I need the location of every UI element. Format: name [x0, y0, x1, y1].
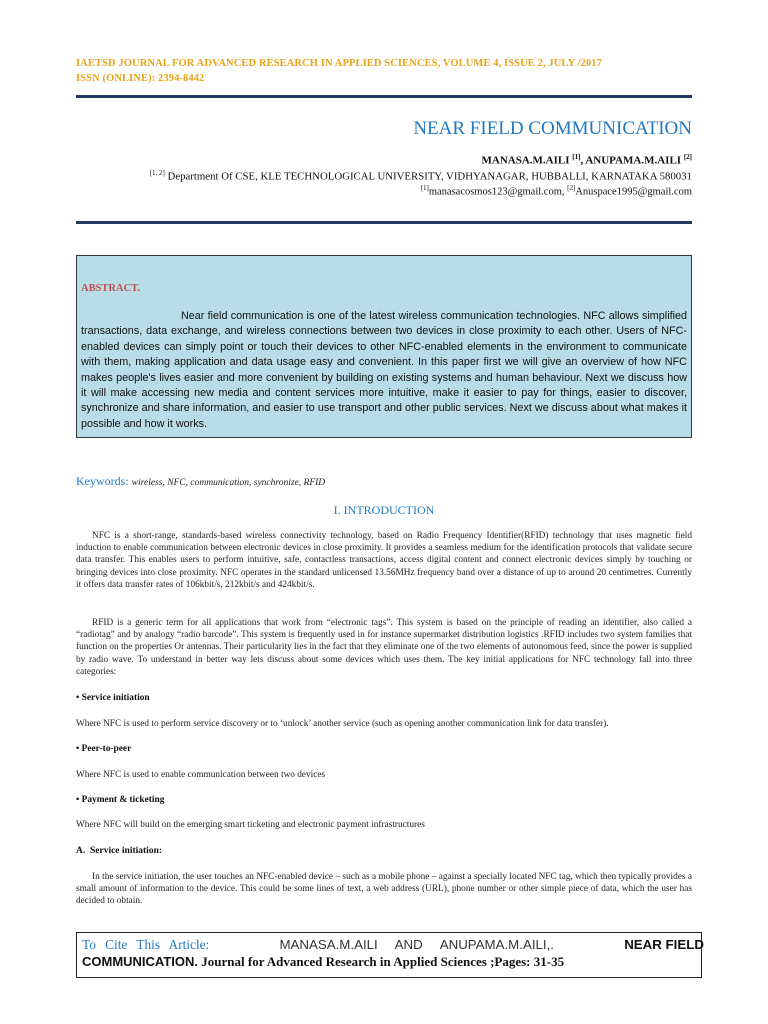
- email-1-mark: [1]: [420, 184, 429, 192]
- author-1: MANASA.M.AILI: [481, 154, 570, 167]
- title-rule: [76, 221, 692, 224]
- citation-label: To Cite This Article:: [82, 937, 210, 952]
- citation-box: [76, 932, 702, 978]
- bullet-payment-ticketing: • Payment & ticketing: [76, 795, 165, 805]
- bullet-peer-to-peer-text: Where NFC is used to enable communication between two devices: [76, 770, 326, 780]
- author-line: [0, 153, 692, 167]
- email-1: manasacosmos123@gmail.com,: [428, 186, 568, 198]
- citation-journal: Journal for Advanced Research in Applied Sciences ;Pages: 31-35: [201, 954, 565, 969]
- subsection-a-text: In the service initiation, the user touches an NFC-enabled device – such as a mobile phone – against a specially located NFC tag, which then typically provides a small amount of information to the device. This could be some lines of text, a web address (URL), phone number or other simple piece of data, which the user has decided to obtain.: [76, 872, 692, 907]
- citation-line-1: [82, 937, 704, 953]
- keywords-label: Keywords:: [76, 474, 129, 488]
- citation-title-part-2: COMMUNICATION.: [82, 954, 199, 969]
- citation-authors: MANASA.M.AILI AND ANUPAMA.M.AILI,.: [279, 937, 554, 952]
- email-2: Anuspace1995@gmail.com: [575, 186, 692, 198]
- affiliation: Department Of CSE, KLE TECHNOLOGICAL UNIVERSITY, VIDHYANAGAR, HUBBALLI, KARNATAKA 580031: [167, 170, 692, 183]
- bullet-service-initiation: • Service initiation: [76, 693, 150, 703]
- header-rule: [76, 95, 692, 98]
- bullet-payment-ticketing-text: Where NFC will build on the emerging smart ticketing and electronic payment infrastructures: [76, 820, 425, 830]
- abstract-heading: ABSTRACT.: [81, 283, 141, 294]
- citation-title-part-1: NEAR FIELD: [624, 937, 704, 952]
- issn-line: ISSN (ONLINE): 2394-8442: [76, 73, 205, 84]
- abstract-text: Near field communication is one of the latest wireless communication technologies. NFC allows simplified transactions, data exchange, and wireless connections between two devices in close proximity to each other. Users of NFC-enabled devices can simply point or touch their devices to other NFC-enabled elements in the environment to communicate with them, making application and data usage easy and convenient. In this paper first we will give an overview of how NFC makes people's lives easier and more convenient by building on existing systems and human behaviour. Next we discuss how it will make accessing new media and content services more intuitive, make it easier to pay for things, easier to discover, synchronize and share information, and easier to use transport and other public services. Next we discuss about what makes it possible and how it works.: [81, 310, 687, 430]
- keywords-line: [76, 474, 325, 489]
- paper-title: NEAR FIELD COMMUNICATION: [413, 118, 692, 139]
- citation-line-2: [82, 954, 701, 970]
- email-2-mark: [2]: [567, 184, 576, 192]
- affiliation-line: [0, 169, 692, 183]
- bullet-peer-to-peer: • Peer-to-peer: [76, 744, 132, 754]
- author-2-mark: [2]: [683, 153, 692, 161]
- email-line: [0, 184, 692, 198]
- intro-paragraph-2: RFID is a generic term for all applications that work from “electronic tags”. This system is based on the principle of reading an identifier, also called a “radiotag” and by analogy “radio barcode”. This system is frequently used in for instance supermarket distribution logistics .RFID includes two system families that function on the properties Or antennas. Their particularity lies in the fact that they eliminate one of the two elements of autonomous feed, since the power is supplied by radio wave. To understand in better way lets discuss about some devices which uses them. The key initial applications for NFC technology fall into three categories:: [76, 618, 692, 677]
- keywords-list: wireless, NFC, communication, synchronize, RFID: [131, 478, 326, 488]
- journal-header: IAETSD JOURNAL FOR ADVANCED RESEARCH IN APPLIED SCIENCES, VOLUME 4, ISSUE 2, JULY /2017: [76, 58, 603, 69]
- bullet-service-initiation-text: Where NFC is used to perform service discovery or to ‘unlock’ another service (such as opening another communication link for data transfer).: [76, 719, 609, 729]
- author-separator: ,: [580, 154, 586, 167]
- intro-paragraph-1: NFC is a short-range, standards-based wireless connectivity technology, based on Radio Frequency Identifier(RFID) technology that uses magnetic field induction to enable communication between electronic devices in close proximity. It provides a seamless medium for the identification protocols that validate secure data transfer. This enables users to perform intuitive, safe, contactless transactions, access digital content and connect electronic devices simply by touching or bringing devices into close proximity. NFC operates in the standard unlicensed 13.56MHz frequency band over a distance of up to around 20 centimetres. Currently it offers data transfer rates of 106kbit/s, 212kbit/s and 424kbit/s.: [76, 531, 692, 590]
- author-1-mark: [1]: [572, 153, 581, 161]
- section-heading-introduction: I. INTRODUCTION: [333, 503, 435, 517]
- author-2: ANUPAMA.M.AILI: [585, 154, 682, 167]
- subsection-heading-a: A. Service initiation:: [76, 846, 163, 856]
- affiliation-mark: [1, 2]: [149, 169, 165, 177]
